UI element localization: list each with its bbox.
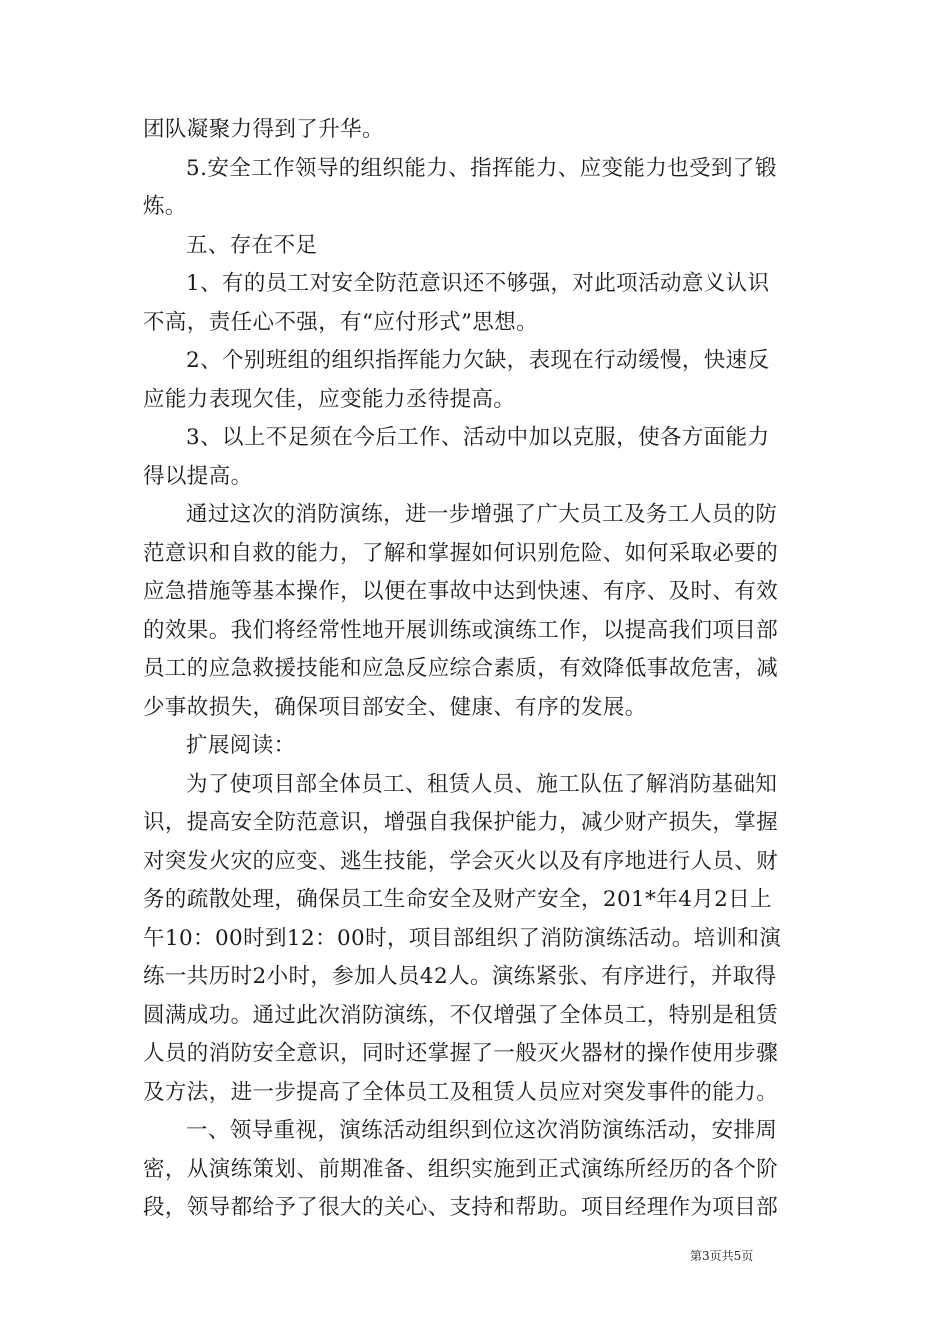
text-line: 练一共历时2小时，参加人员42人。演练紧张、有序进行，并取得 — [143, 964, 777, 989]
text-line: 3、以上不足须在今后工作、活动中加以克服，使各方面能力 — [186, 425, 770, 450]
document-body — [143, 111, 808, 1228]
text-line: 为了使项目部全体员工、租赁人员、施工队伍了解消防基础知 — [186, 771, 778, 797]
text-line: 扩展阅读： — [186, 733, 296, 758]
text-line: 人员的消防安全意识，同时还掌握了一般灭火器材的操作使用步骤 — [143, 1041, 779, 1066]
text-line: 午10：00时到12：00时，项目部组织了消防演练活动。培训和演 — [143, 925, 782, 951]
text-line: 5.安全工作领导的组织能力、指挥能力、应变能力也受到了锻 — [186, 155, 777, 181]
text-line: 1、有的员工对安全防范意识还不够强，对此项活动意义认识 — [186, 271, 770, 296]
text-line: 团队凝聚力得到了升华。 — [143, 117, 384, 142]
text-line: 一、领导重视，演练活动组织到位这次消防演练活动，安排周 — [186, 1118, 778, 1143]
text-line: 务的疏散处理，确保员工生命安全及财产安全，201*年4月2日上 — [143, 887, 773, 912]
text-line: 范意识和自救的能力，了解和掌握如何识别危险、如何采取必要的 — [143, 540, 779, 566]
text-line: 应能力表现欠佳，应变能力丞待提高。 — [143, 386, 516, 412]
text-line: 通过这次的消防演练，进一步增强了广大员工及务工人员的防 — [186, 502, 778, 527]
text-line: 应急措施等基本操作，以便在事故中达到快速、有序、及时、有效 — [143, 579, 779, 604]
text-line: 段，领导都给予了很大的关心、支持和帮助。项目经理作为项目部 — [143, 1195, 779, 1220]
text-line: 的效果。我们将经常性地开展训练或演练工作，以提高我们项目部 — [143, 617, 779, 643]
text-line: 员工的应急救援技能和应急反应综合素质，有效降低事故危害，减 — [143, 656, 779, 681]
text-line: 得以提高。 — [143, 463, 253, 489]
text-line: 少事故损失，确保项目部安全、健康、有序的发展。 — [143, 694, 647, 720]
page-number: 第3页共5页 — [690, 1249, 754, 1263]
text-line: 及方法，进一步提高了全体员工及租赁人员应对突发事件的能力。 — [143, 1079, 779, 1105]
text-line: 炼。 — [143, 194, 187, 219]
text-line: 密，从演练策划、前期准备、组织实施到正式演练所经历的各个阶 — [143, 1156, 779, 1182]
text-line: 对突发火灾的应变、逃生技能，学会灭火以及有序地进行人员、财 — [143, 848, 779, 874]
text-line: 五、存在不足 — [186, 232, 318, 258]
text-line: 圆满成功。通过此次消防演练，不仅增强了全体员工，特别是租赁 — [143, 1002, 779, 1028]
text-line: 不高，责任心不强，有“应付形式”思想。 — [143, 309, 539, 335]
text-line: 2、个别班组的组织指挥能力欠缺，表现在行动缓慢，快速反 — [186, 348, 770, 373]
text-line: 识，提高安全防范意识，增强自我保护能力，减少财产损失，掌握 — [143, 810, 779, 835]
